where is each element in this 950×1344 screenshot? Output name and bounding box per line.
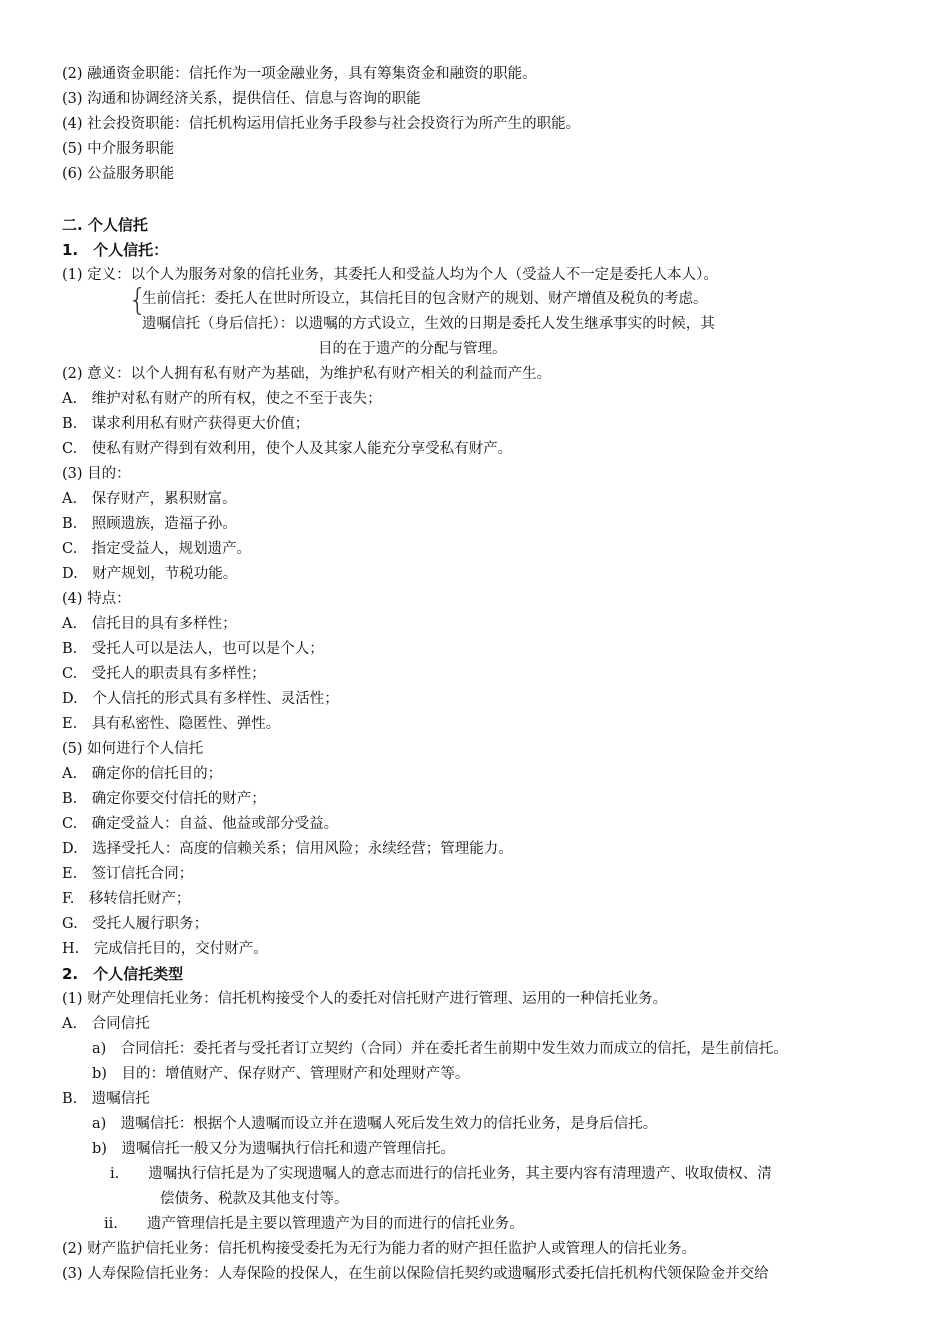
list-item: 偿债务、税款及其他支付等。 [160, 1191, 349, 1207]
list-item: A. 信托目的具有多样性； [62, 616, 237, 632]
list-item: C. 使私有财产得到有效利用，使个人及其家人能充分享受私有财产。 [62, 441, 513, 457]
list-item: C. 指定受益人，规划遗产。 [62, 541, 252, 557]
subsection-heading: 2. 个人信托类型 [62, 965, 184, 983]
list-item: B. 确定你要交付信托的财产； [62, 791, 266, 807]
list-item: b) 遗嘱信托一般又分为遗嘱执行信托和遗产管理信托。 [92, 1141, 455, 1157]
list-item: A. 确定你的信托目的； [62, 766, 223, 782]
section-heading: 二. 个人信托 [62, 216, 148, 234]
list-item: (6) 公益服务职能 [62, 166, 175, 182]
brace-icon: { [128, 283, 148, 318]
subsection-heading: 1. 个人信托： [62, 241, 169, 259]
list-item: E. 签订信托合同； [62, 866, 194, 882]
list-item: (4) 特点： [62, 591, 131, 607]
list-item: F. 移转信托财产； [62, 891, 191, 907]
list-item: (2) 意义：以个人拥有私有财产为基础，为维护私有财产相关的利益而产生。 [62, 366, 552, 382]
list-item: (1) 定义：以个人为服务对象的信托业务，其委托人和受益人均为个人（受益人不一定是委托人本人）。 [62, 267, 718, 283]
list-item: 生前信托：委托人在世时所设立，其信托目的包含财产的规划、财产增值及税负的考虑。 [142, 291, 708, 307]
list-item: (2) 融通资金职能：信托作为一项金融业务，具有筹集资金和融资的职能。 [62, 66, 537, 82]
list-item: A. 合同信托 [62, 1016, 150, 1032]
list-item: A. 保存财产，累积财富。 [62, 491, 237, 507]
list-item: (4) 社会投资职能：信托机构运用信托业务手段参与社会投资行为所产生的职能。 [62, 116, 581, 132]
list-item: 目的在于遗产的分配与管理。 [318, 341, 507, 357]
list-item: C. 确定受益人：自益、他益或部分受益。 [62, 816, 339, 832]
list-item: ii. 遗产管理信托是主要以管理遗产为目的而进行的信托业务。 [104, 1216, 524, 1232]
list-item: B. 谋求利用私有财产获得更大价值； [62, 416, 310, 432]
list-item: G. 受托人履行职务； [62, 916, 209, 932]
list-item: B. 受托人可以是法人，也可以是个人； [62, 641, 324, 657]
list-item: 遗嘱信托（身后信托）：以遗嘱的方式设立，生效的日期是委托人发生继承事实的时候，其 [142, 316, 715, 332]
list-item: A. 维护对私有财产的所有权，使之不至于丧失； [62, 391, 382, 407]
list-item: B. 照顾遗族，造福子孙。 [62, 516, 237, 532]
list-item: (3) 人寿保险信托业务：人寿保险的投保人，在生前以保险信托契约或遗嘱形式委托信托机构代领保险金并交给 [62, 1266, 769, 1282]
list-item: i. 遗嘱执行信托是为了实现遗嘱人的意志而进行的信托业务，其主要内容有清理遗产、收取债权、清 [110, 1166, 772, 1182]
list-item: a) 遗嘱信托：根据个人遗嘱而设立并在遗嘱人死后发生效力的信托业务，是身后信托。 [92, 1116, 658, 1132]
list-item: (3) 目的： [62, 466, 131, 482]
list-item: (3) 沟通和协调经济关系，提供信任、信息与咨询的职能 [62, 91, 421, 107]
list-item: D. 个人信托的形式具有多样性、灵活性； [62, 691, 339, 707]
list-item: C. 受托人的职责具有多样性； [62, 666, 266, 682]
list-item: (5) 如何进行个人信托 [62, 741, 204, 757]
list-item: (1) 财产处理信托业务：信托机构接受个人的委托对信托财产进行管理、运用的一种信托业务。 [62, 991, 668, 1007]
list-item: E. 具有私密性、隐匿性、弹性。 [62, 716, 281, 732]
list-item: (5) 中介服务职能 [62, 141, 175, 157]
list-item: (2) 财产监护信托业务：信托机构接受委托为无行为能力者的财产担任监护人或管理人的信托业务。 [62, 1241, 697, 1257]
list-item: D. 财产规划，节税功能。 [62, 566, 238, 582]
list-item: b) 目的：增值财产、保存财产、管理财产和处理财产等。 [92, 1066, 470, 1082]
list-item: H. 完成信托目的，交付财产。 [62, 941, 268, 957]
list-item: B. 遗嘱信托 [62, 1091, 150, 1107]
list-item: a) 合同信托：委托者与受托者订立契约（合同）并在委托者生前期中发生效力而成立的信托，是生前信托。 [92, 1041, 788, 1057]
list-item: D. 选择受托人：高度的信赖关系；信用风险；永续经营；管理能力。 [62, 841, 513, 857]
